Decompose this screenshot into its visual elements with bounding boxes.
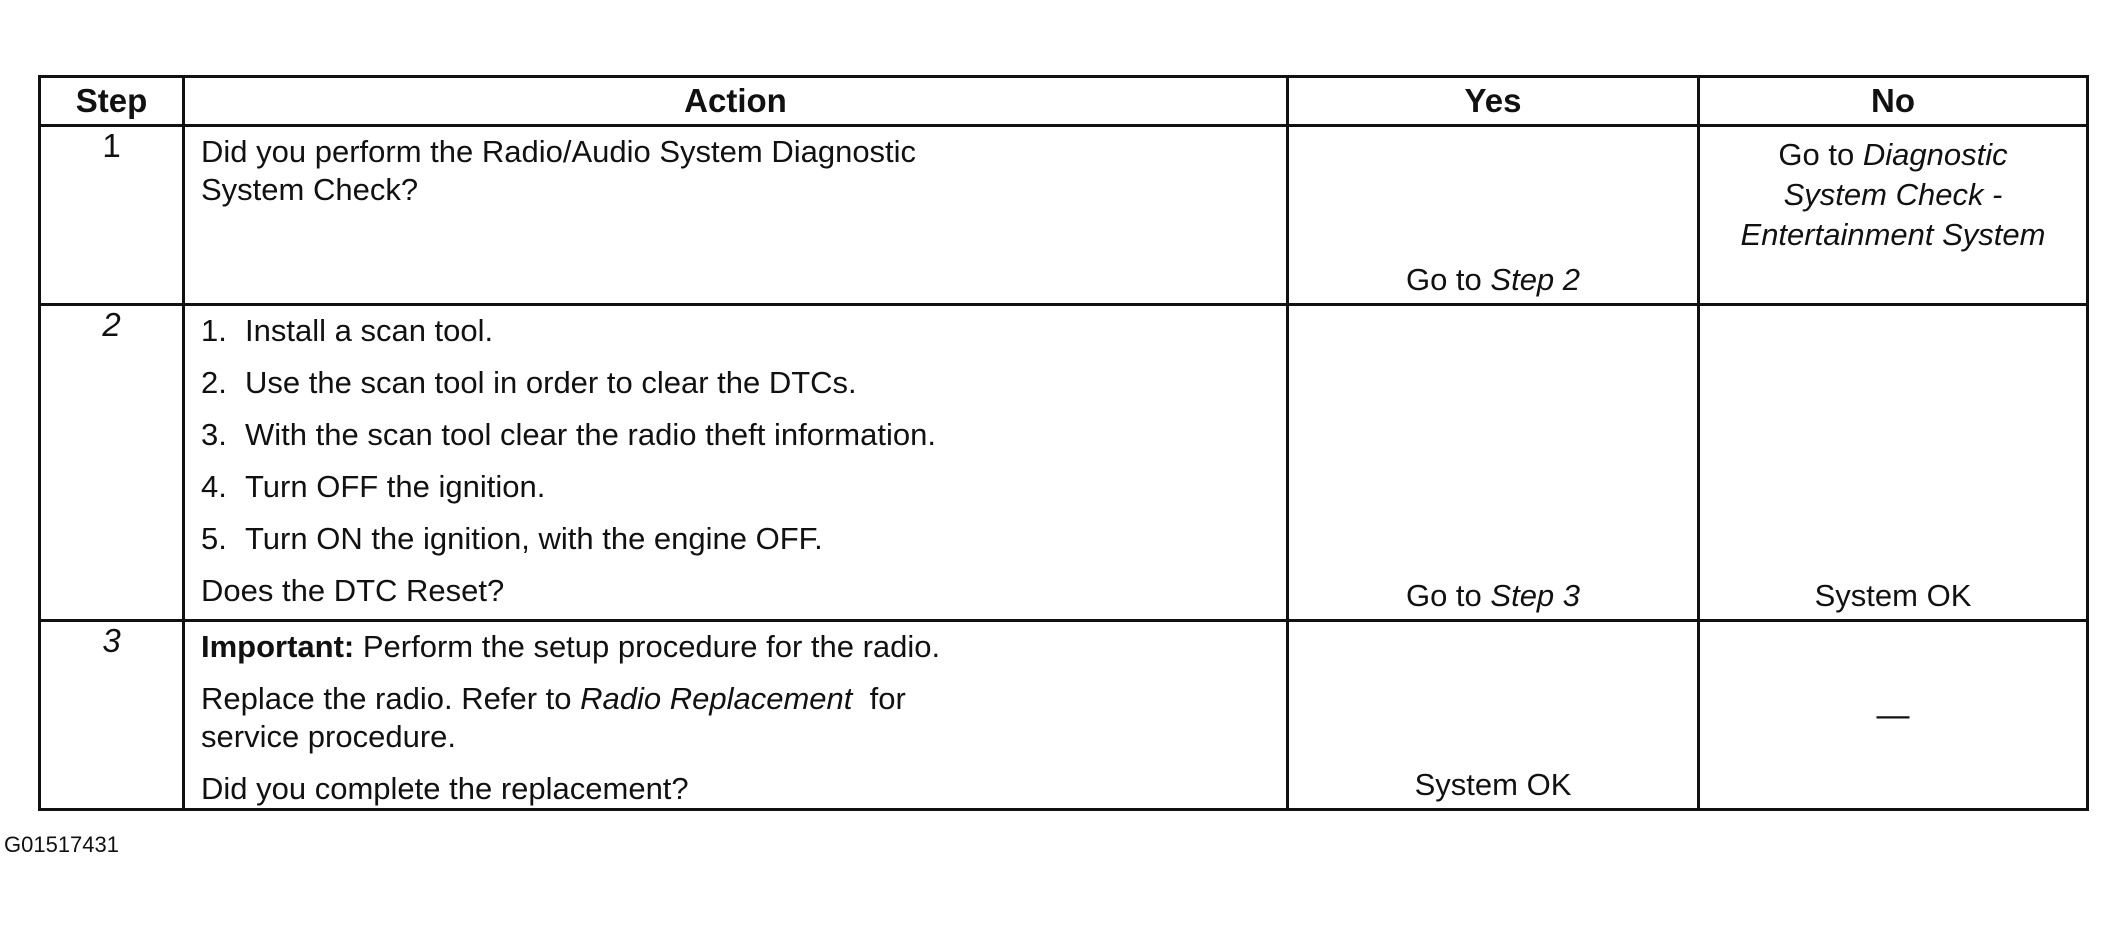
step-number: 3 bbox=[40, 621, 184, 810]
action-text bbox=[185, 622, 1286, 808]
header-no: No bbox=[1699, 77, 2088, 126]
yes-result bbox=[1289, 261, 1697, 299]
yes-cell bbox=[1288, 305, 1699, 621]
no-result bbox=[1700, 127, 2086, 255]
list-item: 1. Install a scan tool. bbox=[201, 313, 494, 348]
list-item: 3. With the scan tool clear the radio theft information. bbox=[201, 417, 936, 452]
step-link[interactable]: Step 3 bbox=[1490, 578, 1581, 613]
list-item: 4. Turn OFF the ignition. bbox=[201, 469, 546, 504]
header-row bbox=[40, 77, 2088, 126]
figure-id: G01517431 bbox=[4, 832, 119, 857]
yes-prefix: Go to bbox=[1405, 262, 1491, 297]
list-item: 2. Use the scan tool in order to clear the DTCs. bbox=[201, 365, 857, 400]
action-cell bbox=[184, 621, 1288, 810]
yes-cell bbox=[1288, 621, 1699, 810]
question-text: Does the DTC Reset? bbox=[201, 573, 505, 608]
yes-prefix: Go to bbox=[1405, 578, 1491, 613]
procedure-link[interactable]: System Check - bbox=[1783, 177, 2003, 212]
yes-result: System OK bbox=[1414, 767, 1572, 802]
table-row bbox=[40, 305, 2088, 621]
no-result: — bbox=[1876, 696, 1910, 733]
replace-text: Replace the radio. Refer to bbox=[201, 681, 581, 716]
table-row bbox=[40, 621, 2088, 810]
important-text: Perform the setup procedure for the radio. bbox=[354, 629, 941, 664]
header-yes: Yes bbox=[1288, 77, 1699, 126]
list-item: 5. Turn ON the ignition, with the engine OFF. bbox=[201, 521, 823, 556]
action-line: System Check? bbox=[201, 172, 419, 207]
diagnostic-table bbox=[38, 75, 2089, 811]
no-cell bbox=[1699, 126, 2088, 305]
procedure-list bbox=[185, 312, 1286, 558]
no-cell bbox=[1699, 621, 2088, 810]
table-row bbox=[40, 126, 2088, 305]
action-cell bbox=[184, 305, 1288, 621]
no-prefix: Go to bbox=[1778, 137, 1863, 172]
step-link[interactable]: Step 2 bbox=[1490, 262, 1581, 297]
step-number: 1 bbox=[40, 126, 184, 305]
step-number: 2 bbox=[40, 305, 184, 621]
yes-result bbox=[1289, 577, 1697, 615]
replace-text: service procedure. bbox=[201, 719, 457, 754]
important-label: Important: bbox=[201, 629, 355, 664]
no-result: System OK bbox=[1814, 578, 1972, 613]
yes-cell bbox=[1288, 126, 1699, 305]
header-action: Action bbox=[184, 77, 1288, 126]
replace-suffix: for bbox=[852, 681, 906, 716]
action-line: Did you perform the Radio/Audio System Diagnostic bbox=[201, 134, 917, 169]
procedure-link[interactable]: Radio Replacement bbox=[580, 681, 853, 716]
action-text bbox=[185, 127, 1286, 209]
header-step: Step bbox=[40, 77, 184, 126]
procedure-link[interactable]: Entertainment System bbox=[1740, 217, 2046, 252]
procedure-link[interactable]: Diagnostic bbox=[1862, 137, 2008, 172]
question-text: Did you complete the replacement? bbox=[201, 771, 689, 806]
no-cell bbox=[1699, 305, 2088, 621]
action-cell bbox=[184, 126, 1288, 305]
